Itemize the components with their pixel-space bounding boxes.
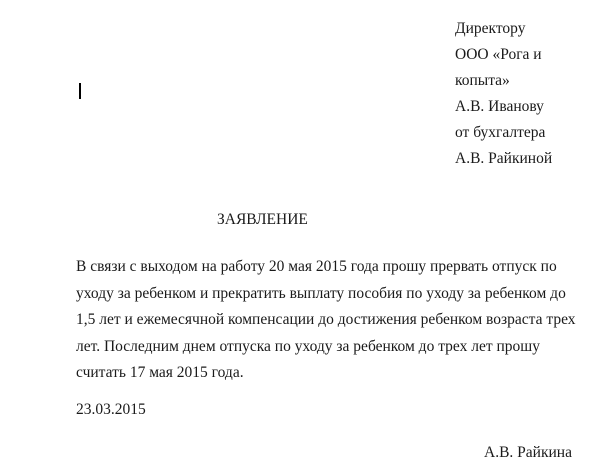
- addressee-line: А.В. Иванову: [455, 98, 544, 115]
- addressee-block: [455, 16, 595, 172]
- body-line: В связи с выходом на работу 20 мая 2015 года прошу прервать отпуск по: [76, 258, 557, 275]
- document-date: 23.03.2015: [76, 401, 146, 418]
- addressee-line: копыта»: [455, 72, 510, 89]
- addressee-line: от бухгалтера: [455, 124, 546, 141]
- addressee-line: А.В. Райкиной: [455, 150, 553, 167]
- body-line: считать 17 мая 2015 года.: [76, 364, 244, 381]
- statement-body: [76, 254, 596, 387]
- text-cursor[interactable]: [79, 83, 81, 99]
- addressee-line: ООО «Рога и: [455, 46, 542, 63]
- document-title: ЗАЯВЛЕНИЕ: [217, 211, 308, 228]
- addressee-line: Директору: [455, 20, 526, 37]
- signature-name: А.В. Райкина: [484, 444, 572, 461]
- body-line: 1,5 лет и ежемесячной компенсации до достижения ребенком возраста трех: [76, 311, 576, 328]
- body-line: уходу за ребенком и прекратить выплату пособия по уходу за ребенком до: [76, 284, 566, 302]
- body-line: лет. Последним днем отпуска по уходу за ребенком до трех лет прошу: [76, 337, 540, 355]
